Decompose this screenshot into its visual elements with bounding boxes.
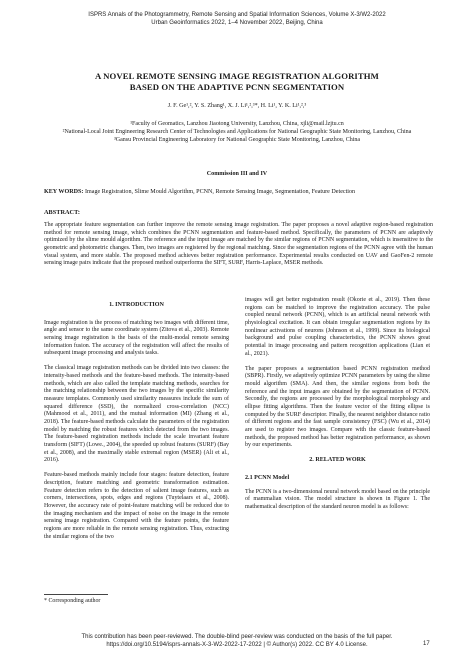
body-paragraph: images will get better registration result (Okorie et al., 2019). Then these regions can be matched to improve the registration accuracy. The pulse coupled neural network (PCNN), which is an artificial neural network with physiological excitation. It can obtain irregular segmentation regions by its nonlinear activations of neurons (Johnson et al., 1999). Since its biological background and pulse coupling characteristics, the PCNN shows great potential in image processing and pattern recognition applications (Lian et al., 2021). — [245, 297, 430, 357]
keywords-text: Image Registration, Slime Mould Algorithm, PCNN, Remote Sensing Image, Segmentation, Feature Detection — [83, 189, 356, 195]
affiliation: ²National-Local Joint Engineering Research Center of Technologies and Applications for National Geographic State Monitoring, Lanzhou, China — [62, 128, 412, 135]
footnote-divider — [44, 594, 108, 595]
page-number: 17 — [423, 641, 430, 647]
paper-title-line: A NOVEL REMOTE SENSING IMAGE REGISTRATION ALGORITHM — [95, 71, 379, 81]
subsection-heading-pcnn: 2.1 PCNN Model — [245, 475, 290, 482]
affiliation: ³Gansu Provincial Engineering Laboratory for National Geographic State Monitoring, Lanzhou, China — [113, 136, 361, 143]
author-list: J. F. Ge¹,², Y. S. Zhang¹, X. J. Li¹,²,³*, H. Li¹, Y. K. Li¹,²,³ — [167, 103, 307, 109]
footer-doi-link[interactable]: https://doi.org/10.5194/isprs-annals-X-3-W2-2022-17-2022 | © Author(s) 2022. CC BY 4.0 License. — [106, 642, 368, 648]
paper-title — [20, 71, 454, 93]
footnote: * Corresponding author — [44, 598, 101, 604]
body-paragraph: The paper proposes a segmentation based PCNN registration method (SBPR). Firstly, we adaptively optimize PCNN parameters by using the slime mould algorithm (SMA). And then, the similar regions from both the reference and the input images are obtained by the segmentation of PCNN. Secondly, the regions are processed by the morphological morphology and ellipse fitting algorithms. Then the feature vector of the fitting ellipse is computed by the SURF descriptor. Finally, the nearest neighbor distance ratio of different regions and the fast sample consistency (FSC) (Wu et al., 2014) are used to register two images. Compare with the classic feature-based methods, the proposed method has better registration performance, as shown by our experiments. — [245, 365, 430, 449]
journal-header — [0, 11, 474, 27]
section-heading-introduction: 1. INTRODUCTION — [109, 302, 164, 308]
right-column — [245, 297, 430, 519]
commission-label: Commission III and IV — [206, 171, 268, 177]
section-heading-related-work: 2. RELATED WORK — [309, 457, 366, 464]
left-column — [44, 302, 229, 549]
affiliation: ¹Faculty of Geomatics, Lanzhou Jiaotong University, Lanzhou, China, xjli@mail.lzjtu.cn — [130, 121, 344, 127]
body-paragraph: The PCNN is a two-dimensional neural network model based on the principle of mammalian vision. The model structure is shown in Figure 1. The mathematical description of the standard neuron model is as follows: — [245, 488, 430, 511]
body-paragraph: The classical image registration methods can be divided into two classes: the intensity-based methods and the feature-based methods. The intensity-based methods, which are also called the template matching methods, searches for the matching relationship between the two images by the specific similarity measure templates. Commonly used similarity measures include the sum of squared difference (SSD), the normalized cross-correlation (NCC) (Mahmood et al., 2011), and the mutual information (MI) (Zhang et al., 2018). The feature-based methods calculate the parameters of the registration model by matching the robust features which detected from the two images. The feature-based registration methods include the scale invariant feature transform (SIFT) (Lowe., 2004), the speeded up robust features (SURF) (Bay et al., 2008), and the maximally stable extremal region (MSER) (Ali et al., 2016). — [44, 365, 229, 464]
affiliations — [30, 121, 444, 144]
keywords-label: KEY WORDS: — [44, 189, 84, 195]
body-paragraph: Feature-based methods mainly include four stages: feature detection, feature description, feature matching and geometric transformation estimation. Feature detection refers to the detection of salient image features, such as corners, intersections, spots, edges and regions (Tuytelaars et al., 2008). However, the accuracy rate of point-feature matching will be reduced due to the imaging mechanism and the impact of noise on the image in the remote sensing image registration. Compared with the feature points, the feature regions are more reliable in the remote sensing registration. Thus, extracting the similar regions of the two — [44, 472, 229, 540]
body-paragraph: Image registration is the process of matching two images with different time, angle and sensor to the same coordinate system (Zitova et al., 2003). Remote sensing image registration is the basis of the multi-modal remote sensing information fusion. The accuracy of the registration will affect the results of subsequent image processing and analysis tasks. — [44, 319, 229, 357]
keywords — [44, 189, 464, 195]
abstract-text: The appropriate feature segmentation can further improve the remote sensing image registration. The paper proposes a novel adaptive region-based registration method for remote sensing image, which combines the PCNN segmentation and feature-based method. Specifically, the parameters of PCNN are adaptively optimized by the slime mould algorithm. The reference and the input image are matched by the similar regions of PCNN segmentation, which is insensitive to the geometric and photometric changes. Then, two images are registered by the regional matching. Since the segmentation regions of the PCNN agree with the human visual system, and more stable. The proposed method achieves better registration performance. Experimental results conducted on UAV and GaoFen-2 remote sensing image pairs indicate that the proposed method outperforms the SIFT, SURF, Harris-Laplace, MSER methods. — [44, 222, 433, 267]
journal-header-line: ISPRS Annals of the Photogrammetry, Remote Sensing and Spatial Information Sciences, Volume X-3/W2-2022 — [88, 12, 386, 18]
journal-header-line: Urban Geoinformatics 2022, 1–4 November 2022, Beijing, China — [151, 20, 323, 27]
page-footer — [0, 633, 474, 649]
abstract-heading: ABSTRACT: — [44, 209, 80, 216]
footer-review-note: This contribution has been peer-reviewed. The double-blind peer-review was conducted on the basis of the full paper. — [81, 634, 393, 640]
paper-title-line: BASED ON THE ADAPTIVE PCNN SEGMENTATION — [129, 82, 345, 92]
